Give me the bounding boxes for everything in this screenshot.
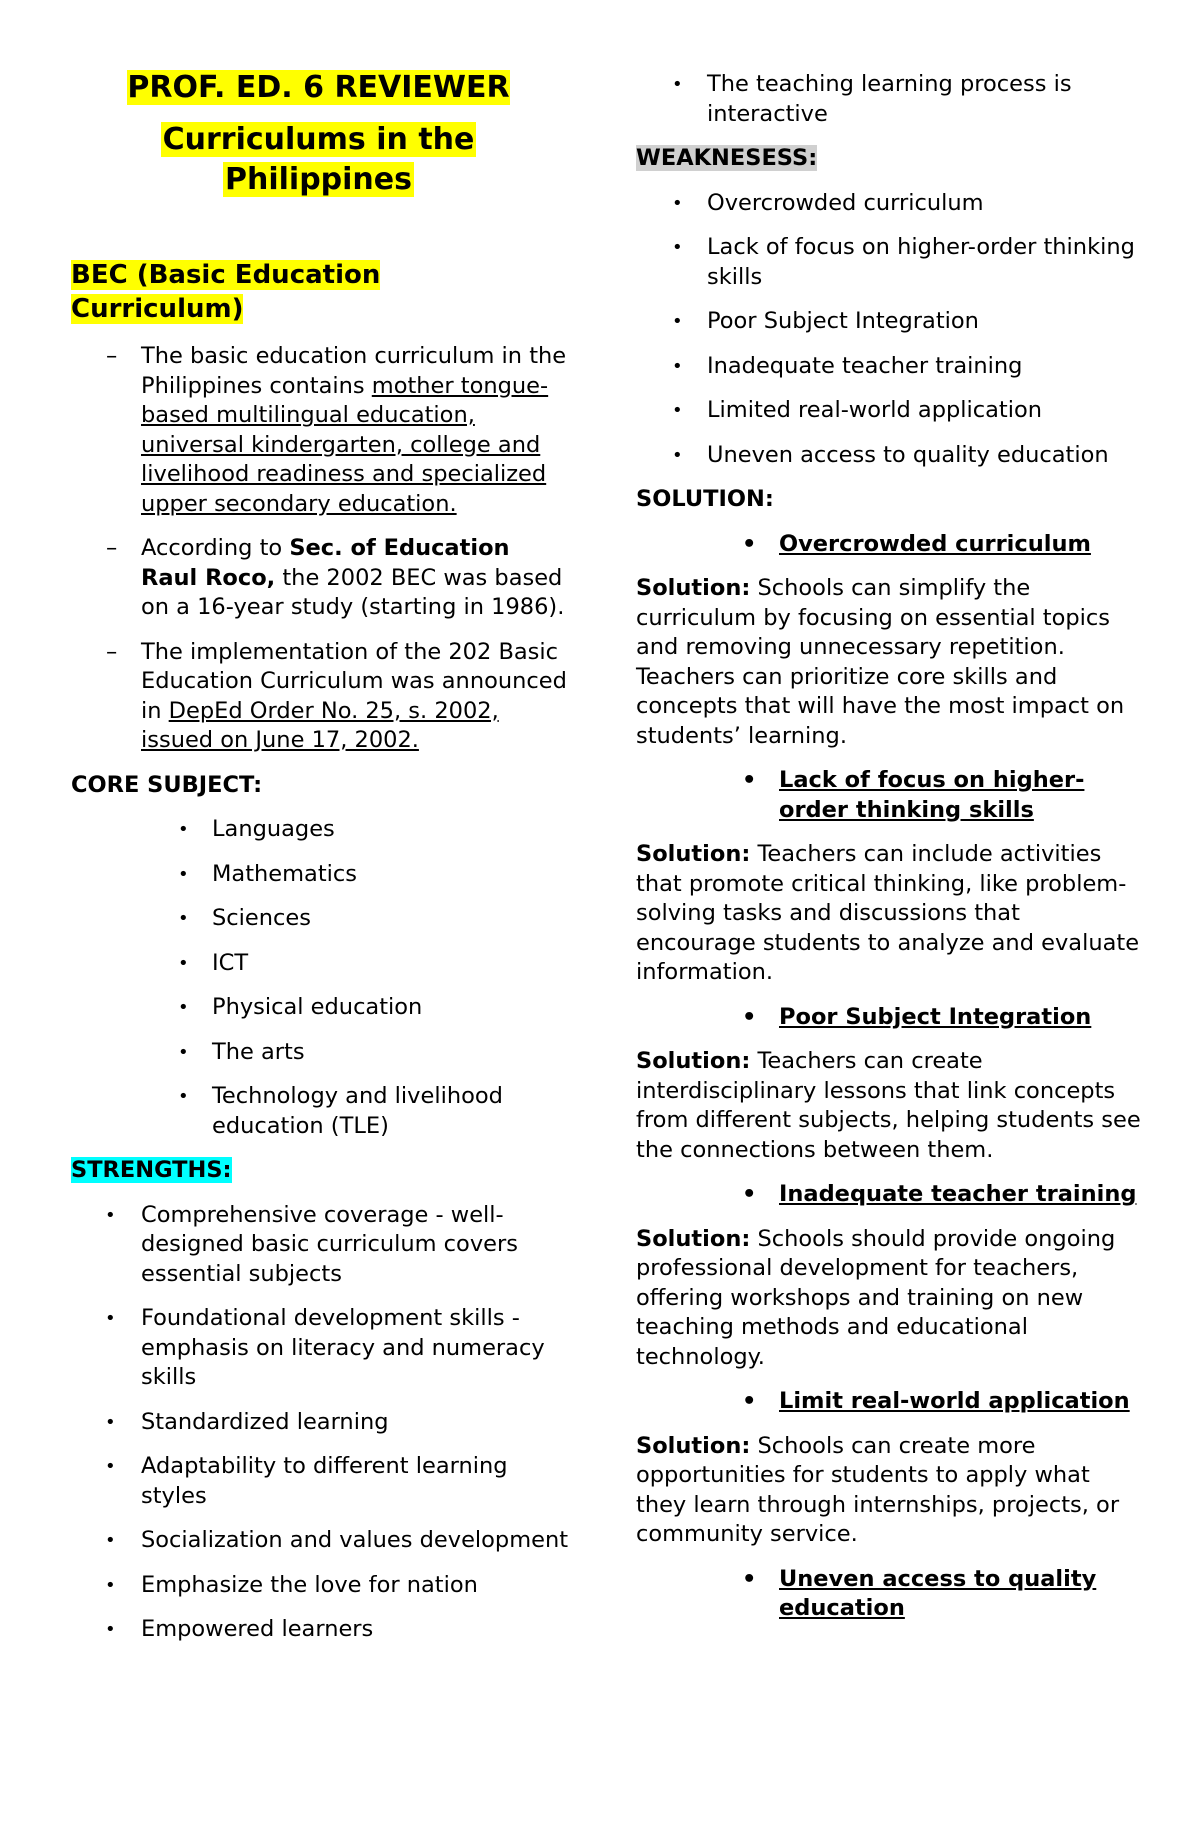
list-item: • The teaching learning process is interactive — [636, 70, 1141, 129]
bec-paragraph-2: – According to Sec. of Education Raul Roco, the 2002 BEC was based on a 16-year study (starting in 1986). — [71, 534, 571, 623]
core-subject-list — [71, 815, 571, 1141]
strengths-label: STRENGTHS: — [71, 1157, 232, 1183]
right-column — [636, 70, 1141, 1639]
list-item: • Socialization and values development — [71, 1526, 571, 1556]
list-item: • Physical education — [71, 993, 571, 1023]
solution-block — [636, 1003, 1141, 1166]
list-item: • Technology and livelihood education (TLE) — [71, 1082, 571, 1141]
bec-paragraph-3: – The implementation of the 202 Basic Education Curriculum was announced in DepEd Order No. 25, s. 2002, issued on June 17, 2002. — [71, 638, 571, 756]
list-item: • Inadequate teacher training — [636, 352, 1141, 382]
solution-label: SOLUTION: — [636, 486, 774, 512]
left-column — [71, 0, 571, 1660]
solution-block — [636, 766, 1141, 988]
solution-title: • Poor Subject Integration — [636, 1003, 1141, 1033]
solution-text: Solution: Schools can simplify the curriculum by focusing on essential topics and removing unnecessary repetition. Teachers can prioritize core skills and concepts that will have the most impact on students’ learning. — [636, 575, 1125, 749]
list-item: • Empowered learners — [71, 1615, 571, 1645]
bec-heading: BEC (Basic Education Curriculum) — [71, 260, 381, 324]
strengths-list — [71, 1201, 571, 1645]
list-item: • Foundational development skills - emphasis on literacy and numeracy skills — [71, 1304, 571, 1393]
solution-text: Solution: Schools should provide ongoing professional development for teachers, offering workshops and training on new teaching methods and educational technology. — [636, 1225, 1116, 1370]
list-item: • Poor Subject Integration — [636, 307, 1141, 337]
solution-block — [636, 1180, 1141, 1372]
list-item: • Overcrowded curriculum — [636, 189, 1141, 219]
document-subtitle: Curriculums in the Philippines — [162, 122, 475, 197]
list-item: • Comprehensive coverage - well-designed basic curriculum covers essential subjects — [71, 1201, 571, 1290]
list-item: • Limited real-world application — [636, 396, 1141, 426]
weaknesses-label: WEAKNESESS: — [636, 145, 818, 171]
list-item: • Emphasize the love for nation — [71, 1571, 571, 1601]
solution-text: Solution: Teachers can create interdisciplinary lessons that link concepts from different subjects, helping students see the connections between them. — [636, 1048, 1141, 1163]
solution-title: • Inadequate teacher training — [636, 1180, 1141, 1210]
list-item: • Uneven access to quality education — [636, 441, 1141, 471]
solution-title: • Limit real-world application — [636, 1387, 1141, 1417]
list-item: • Mathematics — [71, 860, 571, 890]
list-item: • Languages — [71, 815, 571, 845]
solution-block — [636, 1565, 1141, 1624]
bec-paragraph-1: – The basic education curriculum in the Philippines contains mother tongue-based multilingual education, universal kindergarten, college and livelihood readiness and specialized upper secondary education. — [71, 342, 571, 519]
list-item: • Adaptability to different learning styles — [71, 1452, 571, 1511]
bec-description-list — [71, 342, 571, 756]
list-item: • Standardized learning — [71, 1408, 571, 1438]
strengths-list-continued — [636, 70, 1141, 129]
core-subject-label: CORE SUBJECT: — [71, 771, 263, 798]
solution-title: • Uneven access to quality education — [636, 1565, 1141, 1624]
list-item: • Sciences — [71, 904, 571, 934]
list-item: • The arts — [71, 1038, 571, 1068]
solution-text: Solution: Schools can create more opportunities for students to apply what they learn through internships, projects, or community service. — [636, 1432, 1120, 1547]
solution-title: • Overcrowded curriculum — [636, 530, 1141, 560]
list-item: • ICT — [71, 949, 571, 979]
solution-block — [636, 530, 1141, 752]
document-title: PROF. ED. 6 REVIEWER — [127, 70, 510, 105]
solution-text: Solution: Teachers can include activities that promote critical thinking, like problem-solving tasks and discussions that encourage students to analyze and evaluate information. — [636, 841, 1140, 985]
list-item: • Lack of focus on higher-order thinking skills — [636, 233, 1141, 292]
solution-title: • Lack of focus on higher-order thinking skills — [636, 766, 1141, 825]
weaknesses-list — [636, 189, 1141, 471]
solution-block — [636, 1387, 1141, 1550]
